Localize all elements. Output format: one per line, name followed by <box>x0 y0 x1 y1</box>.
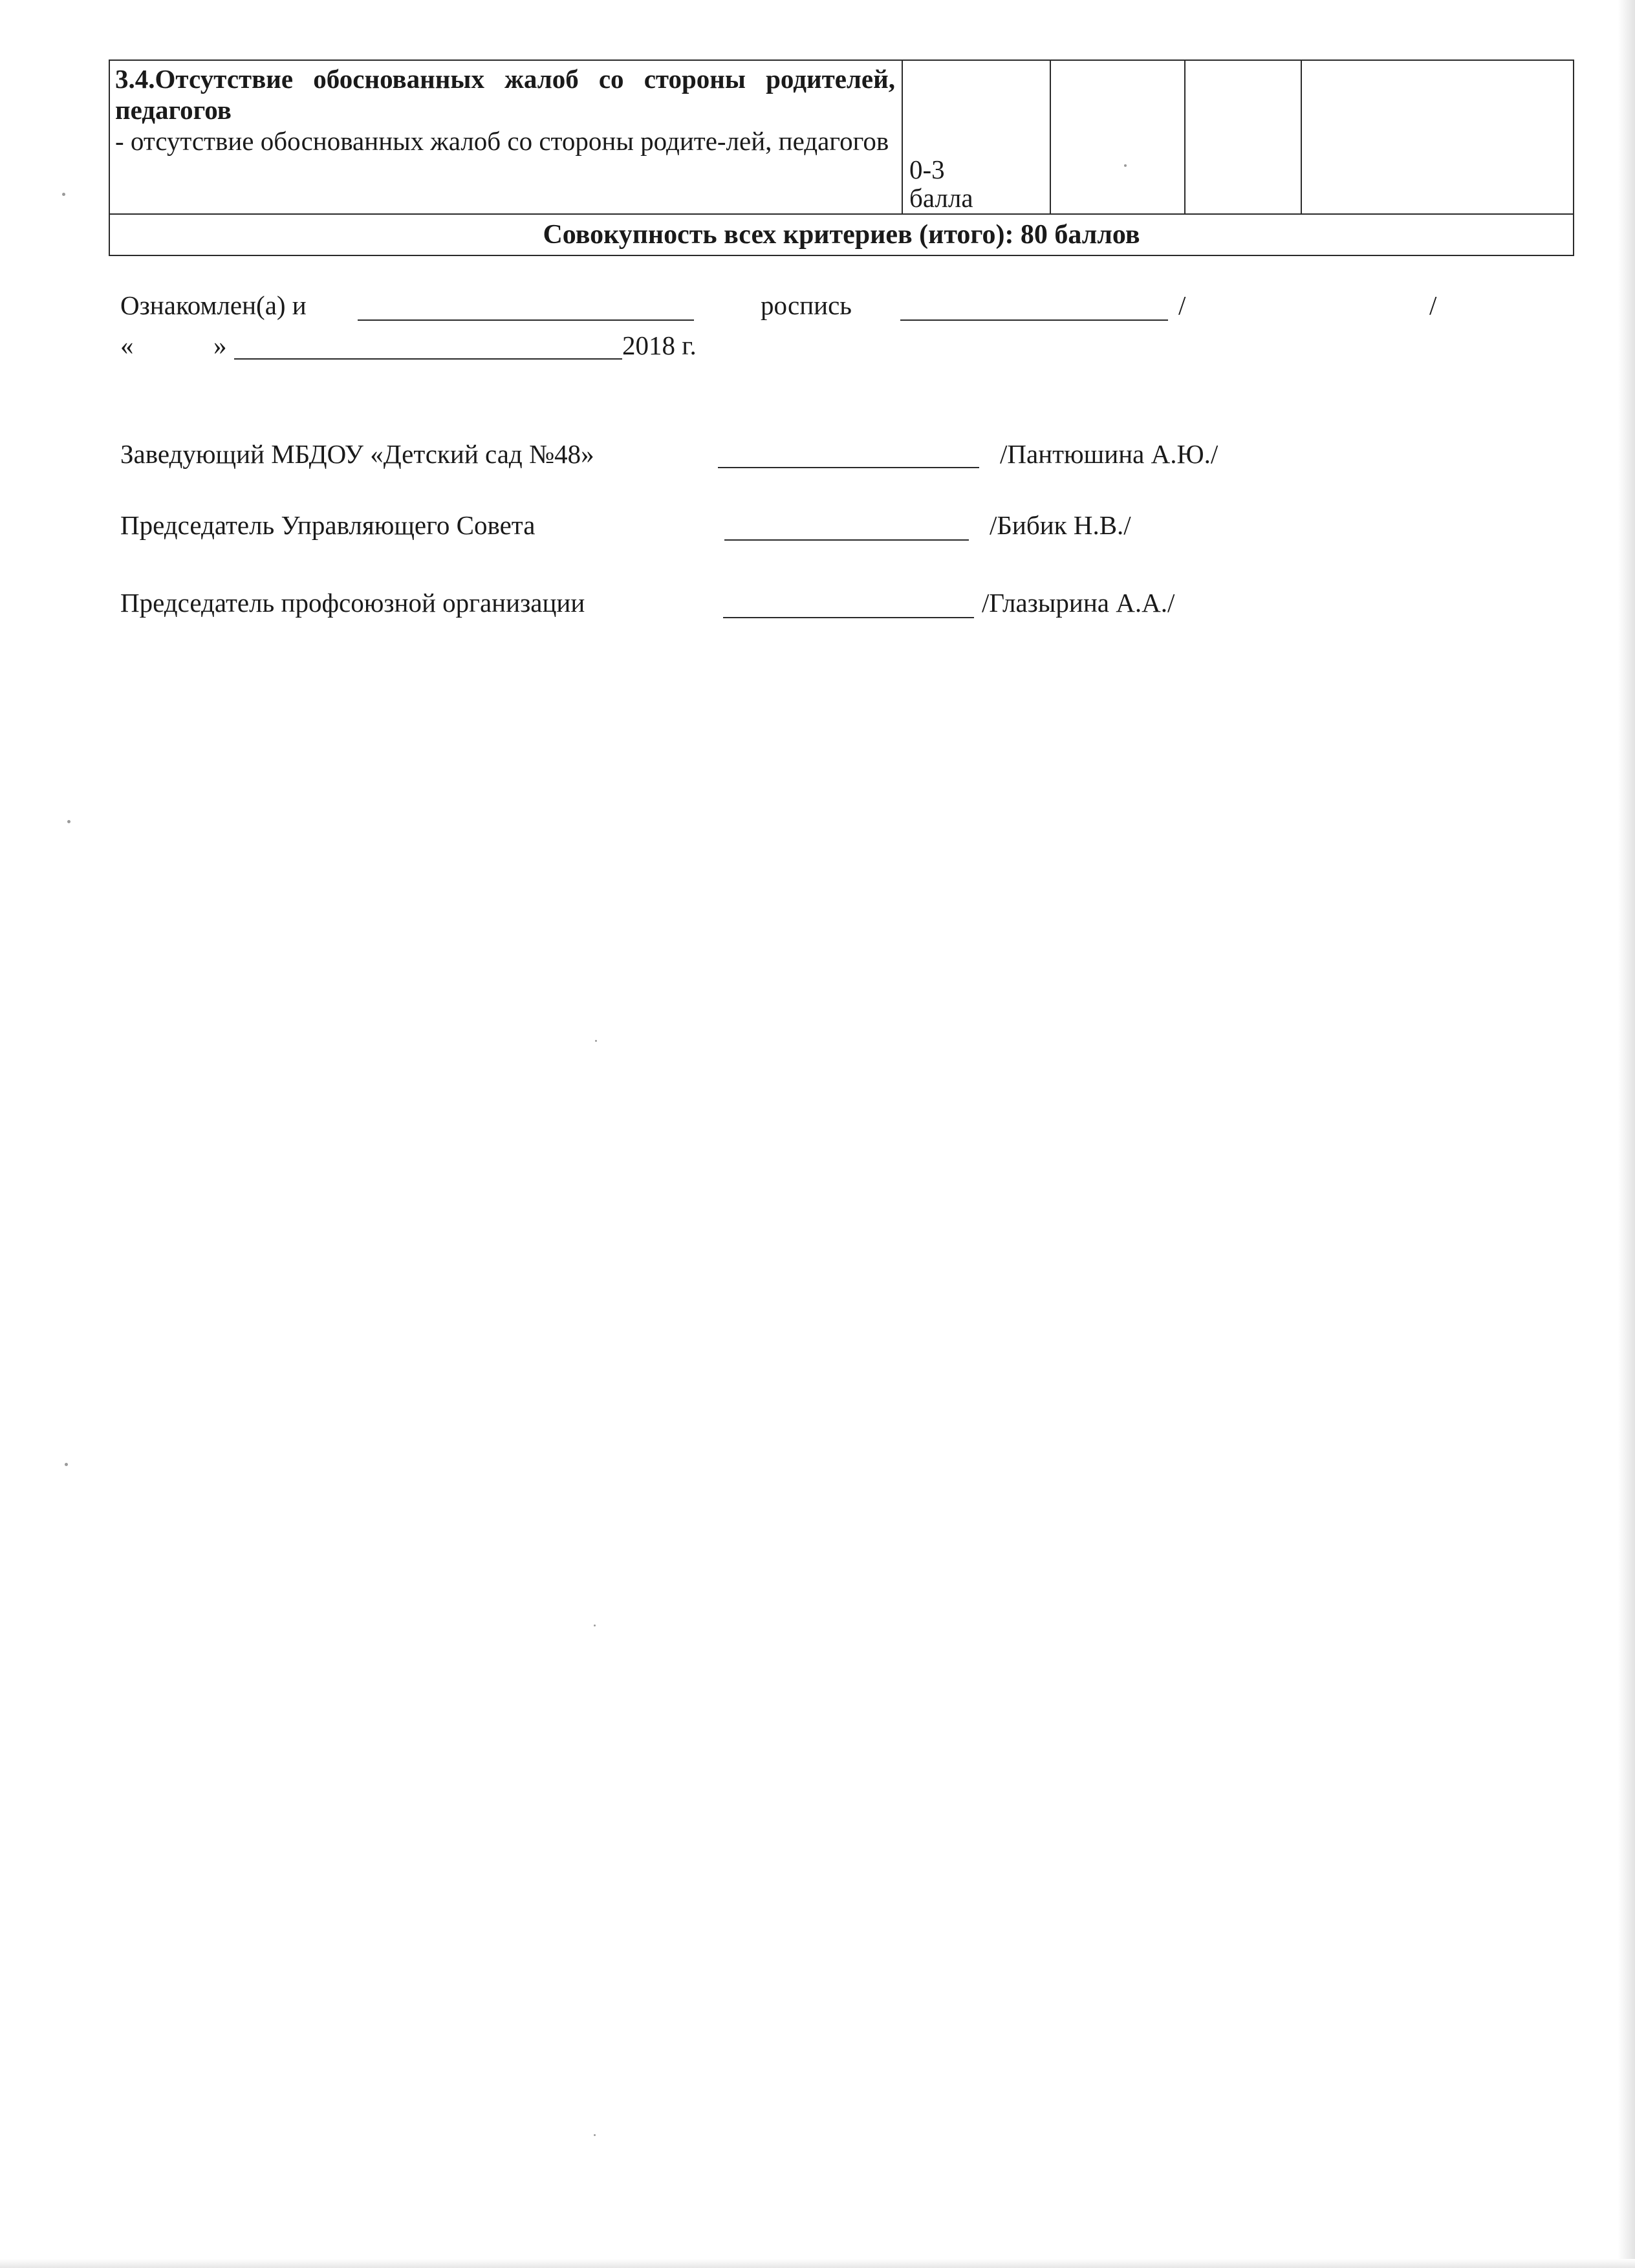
empty-cell <box>1050 60 1185 214</box>
scan-speck <box>594 2134 596 2136</box>
criteria-table <box>109 59 1574 256</box>
total-cell: Совокупность всех критериев (итого): 80 баллов <box>109 214 1574 255</box>
empty-cell <box>1185 60 1301 214</box>
empty-cell <box>1301 60 1574 214</box>
scan-speck <box>67 820 70 823</box>
score-unit: балла <box>909 183 973 213</box>
scan-speck <box>62 193 65 196</box>
date-year: 2018 г. <box>622 330 697 360</box>
score-cell <box>902 60 1050 214</box>
signature-blank-line <box>900 319 1168 321</box>
scan-speck <box>594 1625 596 1626</box>
signature-blank-line <box>718 467 979 468</box>
scan-edge <box>1618 0 1635 2268</box>
signature-name-union: /Глазырина А.А./ <box>982 588 1175 618</box>
criterion-title: 3.4.Отсутствие обоснованных жалоб со стороны родителей, педагогов <box>115 64 895 125</box>
signature-role-union: Председатель профсоюзной организации <box>120 588 585 618</box>
signature-name-head: /Пантюшина А.Ю./ <box>1000 439 1218 469</box>
scan-bottom-edge <box>0 2259 1635 2268</box>
criterion-description: - отсутствие обоснованных жалоб со стороны родите-лей, педагогов <box>115 126 889 156</box>
scan-speck <box>595 1040 597 1042</box>
signature-role-council: Председатель Управляющего Совета <box>120 510 536 540</box>
score-range: 0-3 <box>909 155 945 184</box>
slash-close: / <box>1429 290 1437 320</box>
slash-open: / <box>1178 290 1186 320</box>
signature-role-head: Заведующий МБДОУ «Детский сад №48» <box>120 439 594 469</box>
signature-blank-line <box>723 617 974 618</box>
name-blank-line <box>358 319 694 321</box>
signature-blank-line <box>724 539 969 541</box>
acknowledgement-label: Ознакомлен(а) и <box>120 290 307 320</box>
table-row <box>109 60 1574 214</box>
criterion-cell <box>109 60 902 214</box>
scan-speck <box>65 1463 68 1466</box>
total-row <box>109 214 1574 255</box>
date-quote-open: « <box>120 330 134 360</box>
signature-label: роспись <box>761 290 852 320</box>
signature-name-council: /Бибик Н.В./ <box>990 510 1131 540</box>
date-quote-close: » <box>213 330 227 360</box>
date-blank-line <box>234 358 622 360</box>
